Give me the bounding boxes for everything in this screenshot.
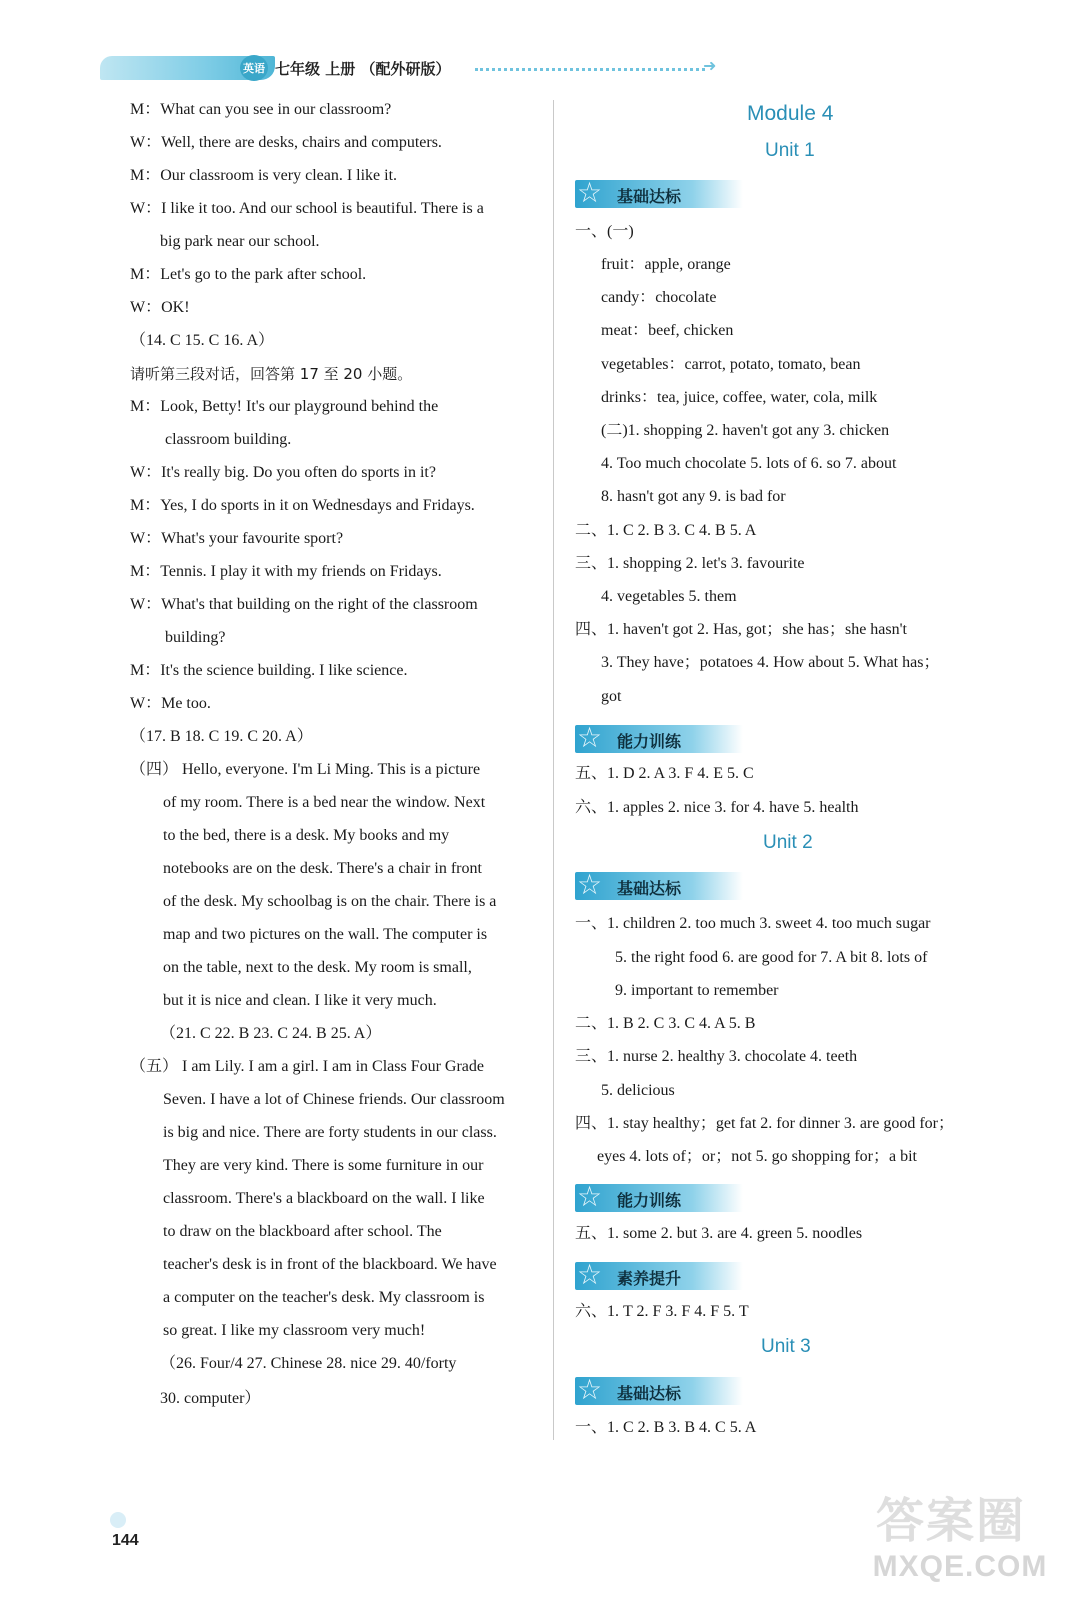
dialogue-line: W：What's your favourite sport? [130,530,344,547]
header-dotted-line [475,68,705,71]
star-icon: ☆ [577,721,603,754]
answer-line: 二、1. B 2. C 3. C 4. A 5. B [575,1015,756,1032]
section-banner-ability [575,721,743,754]
section-banner-ability [575,1180,743,1213]
passage-line: notebooks are on the desk. There's a chair in front [163,860,482,877]
passage-line: to draw on the blackboard after school. The [163,1223,442,1240]
answer-line: candy：chocolate [601,289,717,306]
passage-line: They are very kind. There is some furniture in our [163,1157,484,1174]
subject-badge-icon: 英语 [240,55,268,81]
unit-title: Unit 3 [761,1336,811,1357]
passage-line: but it is nice and clean. I like it very much. [163,992,437,1009]
dialogue-line: W：Well, there are desks, chairs and computers. [130,134,442,151]
book-title: 七年级 上册 （配外研版） [275,60,451,78]
answer-line: vegetables：carrot, potato, tomato, bean [601,356,861,373]
star-icon: ☆ [577,1180,603,1213]
answer-line: 一、1. C 2. B 3. B 4. C 5. A [575,1419,757,1436]
dialogue-line: M：What can you see in our classroom? [130,101,392,118]
dialogue-line: W：I like it too. And our school is beautiful. There is a [130,200,484,217]
watermark-url: MXQE.COM [872,1550,1048,1583]
answer-line: 4. vegetables 5. them [601,588,737,605]
dialogue-line: M：Yes, I do sports in it on Wednesdays and Fridays. [130,497,475,514]
answer-line: 五、1. some 2. but 3. are 4. green 5. noodles [575,1225,863,1242]
answer-line: 4. Too much chocolate 5. lots of 6. so 7. about [601,455,897,472]
answer-line: meat：beef, chicken [601,322,734,339]
dialogue-line: big park near our school. [160,233,320,250]
dialogue-line: M：It's the science building. I like science. [130,662,408,679]
answer-line: 四、1. haven't got 2. Has, got；she has；she hasn't [575,621,907,638]
answer-line: 六、1. apples 2. nice 3. for 4. have 5. health [575,799,859,816]
dialogue-line: M：Our classroom is very clean. I like it. [130,167,398,184]
answer-line: （17. B 18. C 19. C 20. A） [130,728,313,745]
section-label: 基础达标 [617,1384,682,1403]
section-label: 能力训练 [617,1191,682,1210]
answer-line: 30. computer） [160,1390,261,1407]
answer-line: 四、1. stay healthy；get fat 2. for dinner 3. are good for； [575,1115,955,1132]
dialogue-line: M：Let's go to the park after school. [130,266,367,283]
answer-line: 三、1. nurse 2. healthy 3. chocolate 4. teeth [575,1048,858,1065]
column-divider [553,100,554,1440]
passage-line: classroom. There's a blackboard on the wall. I like [163,1190,485,1207]
star-icon: ☆ [577,1373,603,1406]
unit-title: Unit 1 [765,140,815,161]
apple-icon [110,1512,126,1528]
answer-line: fruit：apple, orange [601,256,731,273]
passage-line: map and two pictures on the wall. The computer is [163,926,488,943]
star-icon: ☆ [577,1258,603,1291]
answer-line: 5. the right food 6. are good for 7. A bit 8. lots of [615,949,928,966]
answer-line: got [601,688,622,705]
dialogue-line: W：It's really big. Do you often do sports in it? [130,464,436,481]
instruction-line: 请听第三段对话，回答第 17 至 20 小题。 [130,365,413,383]
answer-line: 9. important to remember [615,982,779,999]
passage-line: to the bed, there is a desk. My books and my [163,827,450,844]
section-banner-basic [575,868,743,901]
passage-line: of my room. There is a bed near the window. Next [163,794,486,811]
passage-line: on the table, next to the desk. My room is small, [163,959,472,976]
running-header [100,52,720,84]
dialogue-line: W：What's that building on the right of the classroom [130,596,478,613]
passage-line: is big and nice. There are forty students in our class. [163,1124,497,1141]
answer-line: 三、1. shopping 2. let's 3. favourite [575,555,805,572]
answer-line: 一、1. children 2. too much 3. sweet 4. too much sugar [575,915,931,932]
arrow-icon: ➜ [703,56,717,75]
answer-line: （26. Four/4 27. Chinese 28. nice 29. 40/forty [160,1355,457,1372]
star-icon: ☆ [577,176,603,209]
dialogue-line: building? [165,629,226,646]
dialogue-line: M：Look, Betty! It's our playground behind the [130,398,439,415]
section-label: 基础达标 [617,187,682,206]
answer-line: drinks：tea, juice, coffee, water, cola, milk [601,389,878,406]
passage-line: of the desk. My schoolbag is on the chair. There is a [163,893,497,910]
dialogue-line: M：Tennis. I play it with my friends on Fridays. [130,563,442,580]
passage-line: Seven. I have a lot of Chinese friends. Our classroom [163,1091,505,1108]
dialogue-line: W：OK! [130,299,190,316]
section-label: 基础达标 [617,879,682,898]
passage-line: teacher's desk is in front of the blackboard. We have [163,1256,497,1273]
answer-line: (二)1. shopping 2. haven't got any 3. chicken [601,422,890,439]
dialogue-line: W：Me too. [130,695,211,712]
page-number: 144 [112,1532,139,1549]
answer-line: 二、1. C 2. B 3. C 4. B 5. A [575,522,757,539]
answer-line: 5. delicious [601,1082,675,1099]
section-banner-basic [575,1373,743,1406]
answer-line: （21. C 22. B 23. C 24. B 25. A） [160,1025,382,1042]
watermark [870,1478,1050,1588]
answer-line: 3. They have；potatoes 4. How about 5. What has； [601,654,940,671]
unit-title: Unit 2 [763,832,813,853]
section-banner-quality [575,1258,743,1291]
module-title: Module 4 [747,102,834,125]
passage-line: so great. I like my classroom very much! [163,1322,426,1339]
watermark-logo: 答案圈 [876,1493,1027,1549]
section-banner-basic [575,176,743,209]
dialogue-line: classroom building. [165,431,292,448]
star-icon: ☆ [577,868,603,901]
answer-line: 六、1. T 2. F 3. F 4. F 5. T [575,1303,749,1320]
passage-line: a computer on the teacher's desk. My classroom is [163,1289,485,1306]
answer-line: （14. C 15. C 16. A） [130,332,275,349]
passage-line: （四） Hello, everyone. I'm Li Ming. This is a picture [130,761,481,778]
answer-line: 8. hasn't got any 9. is bad for [601,488,786,505]
passage-line: （五） I am Lily. I am a girl. I am in Class Four Grade [130,1058,485,1075]
section-label: 能力训练 [617,732,682,751]
section-label: 素养提升 [617,1269,682,1288]
answer-line: 一、(一) [575,223,634,240]
answer-line: 五、1. D 2. A 3. F 4. E 5. C [575,765,754,782]
answer-line: eyes 4. lots of；or；not 5. go shopping for；a bit [597,1148,917,1165]
